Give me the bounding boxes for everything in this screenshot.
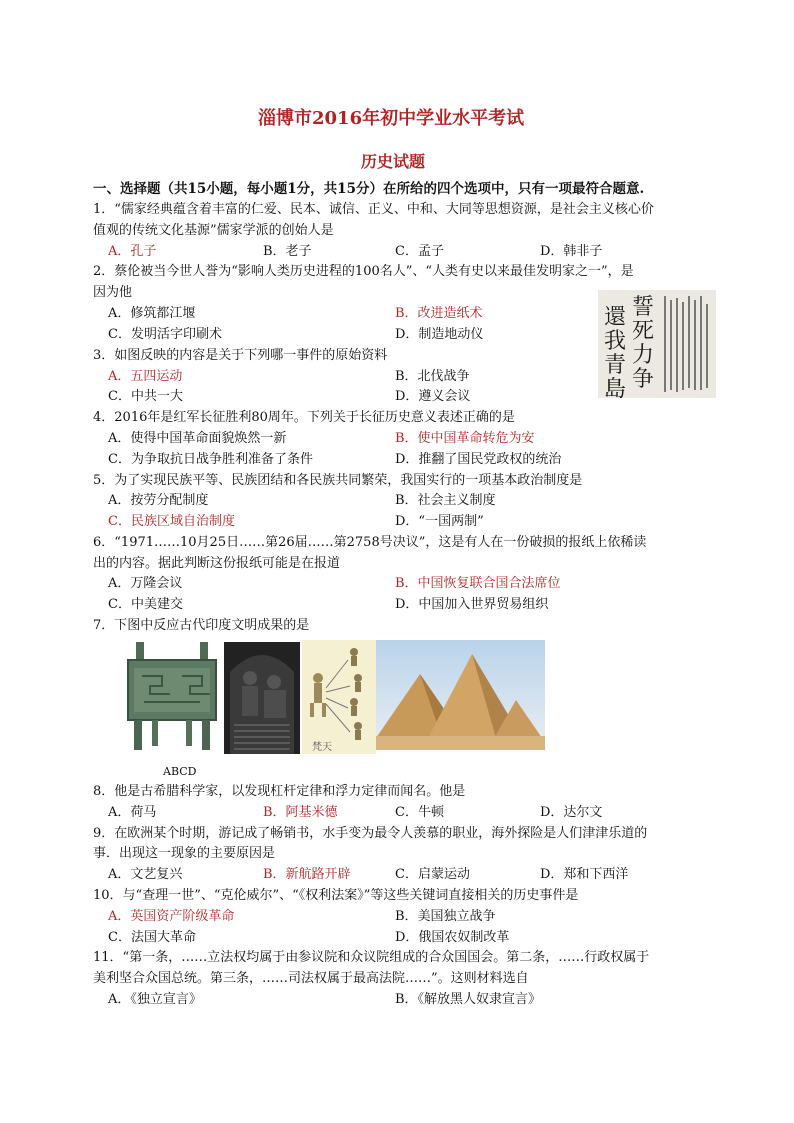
q11-stem-line2: 美利坚合众国总统。第三条，……司法权属于最高法院……”。这则材料选自: [93, 971, 529, 986]
varna-label: 梵天: [312, 742, 332, 753]
q9-stem-line1: 9．在欧洲某个时期，游记成了畅销书，水手变为最令人羡慕的职业，海外探险是人们津津乐道的: [93, 826, 648, 841]
q10-option-c: C．法国大革命: [108, 930, 196, 945]
q6-option-d: D．中国加入世界贸易组织: [395, 597, 549, 612]
exam-subtitle: 历史试题: [361, 152, 426, 171]
q4-stem: 4．2016年是红军长征胜利80周年。下列关于长征历史意义表述正确的是: [93, 410, 515, 425]
varna-figures-icon: [302, 640, 376, 754]
q2-option-d: D．制造地动仪: [395, 327, 484, 342]
slogan-char: 島: [604, 377, 627, 398]
q2-option-c: C．发明活字印刷术: [108, 327, 222, 342]
q3-stem: 3．如图反映的内容是关于下列哪一事件的原始资料: [93, 348, 388, 363]
q3-option-d: D．遵义会议: [395, 389, 471, 404]
q4-option-a: A．使得中国革命面貌焕然一新: [108, 431, 287, 446]
q6-option-b: B．中国恢复联合国合法席位: [395, 576, 561, 591]
q5-option-a: A．按劳分配制度: [108, 493, 209, 508]
q2-option-a: A．修筑都江堰: [108, 306, 196, 321]
slogan-char: 力: [632, 343, 655, 368]
bronze-ding-image: [122, 640, 222, 752]
q3-option-a: A．五四运动: [108, 369, 183, 384]
pyramids-image: [376, 640, 545, 750]
q5-stem: 5．为了实现民族平等、民族团结和各民族共同繁荣，我国实行的一项基本政治制度是: [93, 473, 583, 488]
q2-stem-line1: 2．蔡伦被当今世人誉为“影响人类历史进程的100名人”、“人类有史以来最佳发明家之一”，是: [93, 264, 634, 279]
q1-stem-line2: 值观的传统文化基源”儒家学派的创始人是: [93, 223, 334, 238]
may-fourth-slogan-image: [598, 290, 716, 398]
q9-option-d: D．郑和下西洋: [540, 867, 629, 882]
varna-diagram-image: [302, 640, 376, 754]
q1-option-b: B．老子: [263, 244, 312, 259]
q2-option-b: B．改进造纸术: [395, 306, 483, 321]
q5-option-c: C．民族区域自治制度: [108, 514, 235, 529]
q11-option-b: B．《解放黑人奴隶宣言》: [395, 992, 542, 1007]
q1-option-a: A．孔子: [108, 244, 157, 259]
q8-option-b: B．阿基米德: [263, 805, 338, 820]
q9-option-b: B．新航路开辟: [263, 867, 351, 882]
section-heading: 一、选择题（共15小题，每小题1分，共15分）在所给的四个选项中，只有一项最符合题意.: [93, 181, 645, 197]
q4-option-c: C．为争取抗日战争胜利准备了条件: [108, 452, 313, 467]
q9-stem-line2: 事．出现这一现象的主要原因是: [93, 846, 276, 861]
q5-option-d: D．“一国两制”: [395, 514, 484, 529]
slogan-char: 我: [604, 329, 627, 354]
q4-option-b: B．使中国革命转危为安: [395, 431, 535, 446]
bronze-ding-icon: [122, 640, 222, 752]
q2-stem-line2: 因为他: [93, 285, 133, 300]
q9-option-c: C．启蒙运动: [395, 867, 470, 882]
exam-title: 淄博市2016年初中学业水平考试: [258, 108, 525, 129]
q7-stem: 7．下图中反应古代印度文明成果的是: [93, 618, 310, 633]
slogan-char: 青: [604, 353, 627, 378]
q11-stem-line1: 11．“第一条，……立法权均属于由参议院和众议院组成的合众国国会。第二条，……行政权属于: [93, 950, 650, 965]
q10-option-b: B．美国独立战争: [395, 909, 496, 924]
q3-option-c: C．中共一大: [108, 389, 183, 404]
stele-relief-icon: [224, 642, 300, 754]
q1-option-d: D．韩非子: [540, 244, 603, 259]
q1-option-c: C．孟子: [395, 244, 444, 259]
slogan-char: 争: [632, 367, 655, 392]
q8-option-c: C．牛顿: [395, 805, 444, 820]
q4-option-d: D．推翻了国民党政权的统治: [395, 452, 562, 467]
slogan-char: 死: [632, 319, 655, 344]
slogan-char: 還: [604, 305, 627, 330]
q3-option-b: B．北伐战争: [395, 369, 470, 384]
q6-option-c: C．中美建交: [108, 597, 183, 612]
q6-option-a: A．万隆会议: [108, 576, 183, 591]
q9-option-a: A．文艺复兴: [108, 867, 183, 882]
q6-stem-line2: 出的内容。据此判断这份报纸可能是在报道: [93, 556, 341, 571]
q7-caption: ABCD: [163, 765, 197, 778]
pyramids-icon: [376, 640, 545, 750]
q8-option-d: D．达尔文: [540, 805, 603, 820]
q10-option-d: D．俄国农奴制改革: [395, 930, 510, 945]
q10-stem: 10．与“查理一世”、“克伦威尔”、“《权利法案》”等这些关键词直接相关的历史事件是: [93, 888, 579, 903]
q6-stem-line1: 6．“1971……10月25日……第26届……第2758号决议”，这是有人在一份破损的报纸上依稀读: [93, 535, 647, 550]
q8-stem: 8．他是古希腊科学家，以发现杠杆定律和浮力定律而闻名。他是: [93, 784, 466, 799]
q11-option-a: A．《独立宣言》: [108, 992, 202, 1007]
q10-option-a: A．英国资产阶级革命: [108, 909, 235, 924]
q8-option-a: A．荷马: [108, 805, 157, 820]
code-stele-image: [224, 642, 300, 754]
slogan-char: 誓: [632, 295, 655, 320]
q1-stem-line1: 1．“儒家经典蕴含着丰富的仁爱、民本、诚信、正义、中和、大同等思想资源，是社会主义核心价: [93, 202, 654, 217]
q5-option-b: B．社会主义制度: [395, 493, 496, 508]
